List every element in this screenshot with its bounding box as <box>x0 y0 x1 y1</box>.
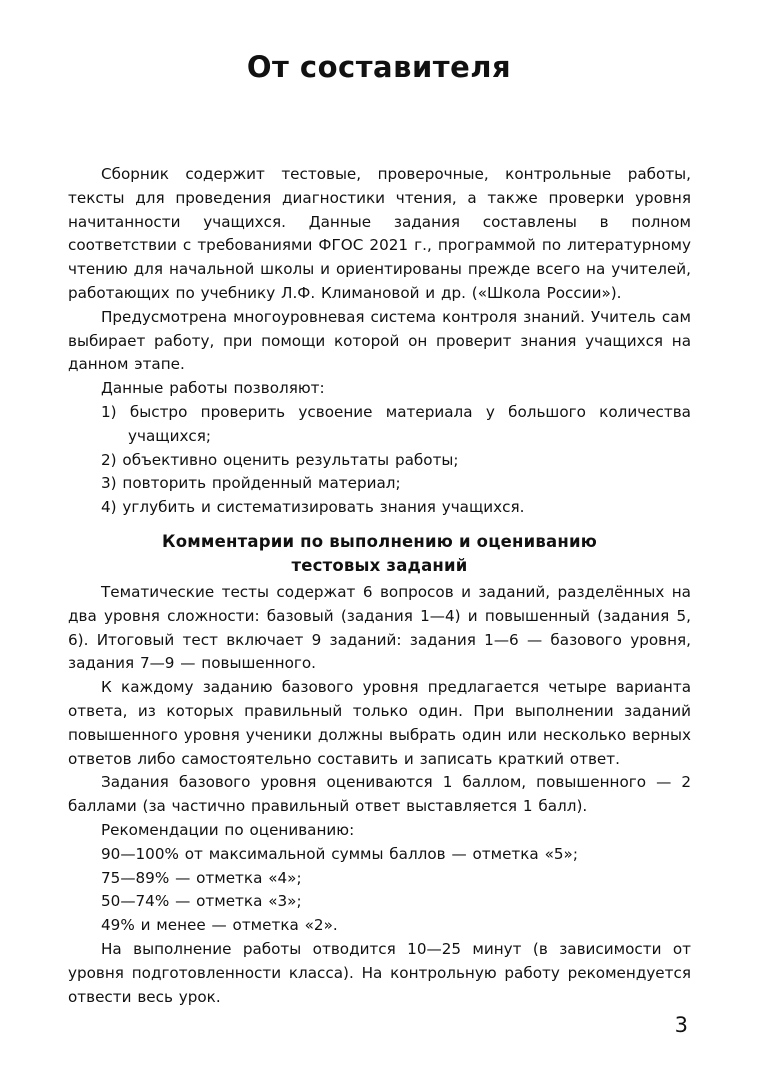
intro-paragraph-2: Предусмотрена многоуровневая система контроля знаний. Учитель сам выбирает работу, при помощи которой он проверит знания учащихся на данном этапе. <box>68 307 691 374</box>
main-text <box>68 163 691 1009</box>
section-heading-line-1: Комментарии по выполнению и оцениванию <box>162 531 597 551</box>
grading-line: 49% и менее — отметка «2». <box>101 916 338 935</box>
intro-paragraph-1: Сборник содержит тестовые, проверочные, контрольные работы, тексты для проведения диагностики чтения, а также проверки уровня начитанности учащихся. Данные задания составлены в полном соответствии с требованиями ФГОС 2021 г., программой по литературному чтению для начальной школы и ориентированы прежде всего на учителей, работающих по учебнику Л.Ф. Климановой и др. («Школа России»). <box>68 165 691 302</box>
list-item: 4) углубить и систематизировать знания учащихся. <box>101 498 525 517</box>
section-paragraph-3: Задания базового уровня оцениваются 1 баллом, повышенного — 2 баллами (за частично правильный ответ выставляется 1 балл). <box>68 773 691 816</box>
list-item: 2) объективно оценить результаты работы; <box>101 450 459 469</box>
grading-line: 50—74% — отметка «3»; <box>101 892 302 911</box>
list-item: 1) быстро проверить усвоение материала у большого количества учащихся; <box>101 402 691 445</box>
page-number: 3 <box>674 1013 688 1037</box>
closing-paragraph: На выполнение работы отводится 10—25 минут (в зависимости от уровня подготовленности класса). На контрольную работу рекомендуется отвести весь урок. <box>68 939 691 1006</box>
grading-line: 90—100% от максимальной суммы баллов — отметка «5»; <box>101 844 578 863</box>
page-title: От составителя <box>246 50 512 84</box>
section-paragraph-2: К каждому заданию базового уровня предлагается четыре варианта ответа, из которых правильный только один. При выполнении заданий повышенного уровня ученики должны выбрать один или несколько верных ответов либо самостоятельно составить и записать краткий ответ. <box>68 678 691 768</box>
list-intro: Данные работы позволяют: <box>101 379 325 398</box>
grading-line: 75—89% — отметка «4»; <box>101 868 302 887</box>
section-heading <box>68 530 691 578</box>
section-heading-line-2: тестовых заданий <box>291 555 468 575</box>
section-paragraph-1: Тематические тесты содержат 6 вопросов и заданий, разделённых на два уровня сложности: базовый (задания 1—4) и повышенный (задания 5, 6). Итоговый тест включает 9 заданий: задания 1—6 — базового уровня, задания 7—9 — повышенного. <box>68 582 691 673</box>
list-item: 3) повторить пройденный материал; <box>101 474 401 493</box>
grading-intro: Рекомендации по оцениванию: <box>101 820 355 839</box>
